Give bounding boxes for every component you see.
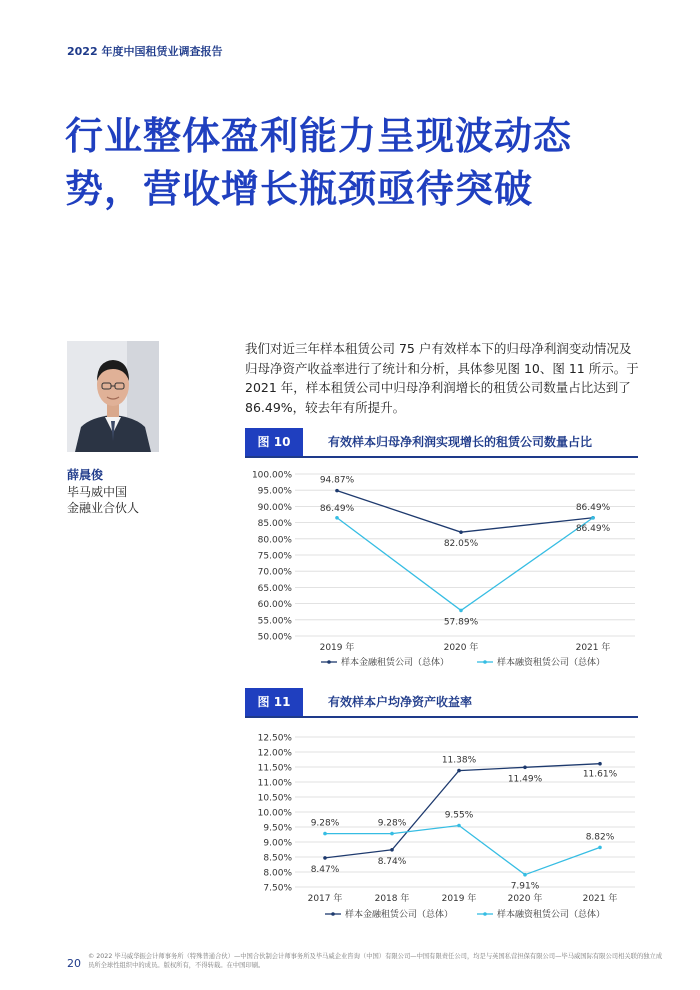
x-tick-label: 2017 年 <box>307 894 343 904</box>
data-label: 82.05% <box>443 539 479 550</box>
y-tick-label: 7.50% <box>263 883 292 894</box>
figure-10-chart <box>245 462 640 672</box>
y-tick-label: 12.00% <box>257 748 292 759</box>
figure-11-title: 有效样本户均净资产收益率 <box>328 695 473 709</box>
legend-marker <box>331 912 335 916</box>
y-tick-label: 10.50% <box>257 793 292 804</box>
y-tick-label: 90.00% <box>257 502 292 513</box>
data-point <box>323 856 327 860</box>
legend-marker <box>483 912 487 916</box>
data-label: 86.49% <box>575 502 611 513</box>
data-point <box>598 846 602 850</box>
x-tick-label: 2020 年 <box>443 643 479 653</box>
figure-10-title: 有效样本归母净利润实现增长的租赁公司数量占比 <box>328 435 593 449</box>
legend-marker <box>483 660 487 664</box>
copyright-notice: © 2022 毕马威华振会计师事务所（特殊普通合伙）—中国合伙制会计师事务所及毕马威企业咨询（中国）有限公司—中国有限责任公司，均是与英国私营担保有限公司—毕马威国际有限公司相关联的独立成员所全球性组织中的成员。版权所有，不得转载。在中国印刷。 <box>88 953 663 969</box>
x-tick-label: 2021 年 <box>582 894 618 904</box>
data-label: 57.89% <box>443 617 479 628</box>
data-label: 86.49% <box>319 503 355 514</box>
data-point <box>335 516 339 520</box>
y-tick-label: 9.50% <box>263 823 292 834</box>
data-point <box>523 873 527 877</box>
figure-11-chart <box>245 725 640 925</box>
legend-label: 样本金融租赁公司（总体） <box>345 910 454 920</box>
y-tick-label: 55.00% <box>257 616 292 627</box>
y-tick-label: 12.50% <box>257 733 292 744</box>
x-tick-label: 2019 年 <box>441 894 477 904</box>
data-label: 9.55% <box>444 810 474 821</box>
y-tick-label: 75.00% <box>257 551 292 562</box>
data-label: 86.49% <box>575 523 611 534</box>
figure-10-header <box>245 428 638 458</box>
data-label: 11.38% <box>441 755 477 766</box>
data-label: 8.47% <box>310 864 340 875</box>
data-label: 9.28% <box>377 818 407 829</box>
data-label: 11.49% <box>507 774 543 785</box>
x-tick-label: 2021 年 <box>575 643 611 653</box>
y-tick-label: 80.00% <box>257 535 292 546</box>
data-label: 11.61% <box>582 769 618 780</box>
page-number: 20 <box>67 957 81 970</box>
x-tick-label: 2019 年 <box>319 643 355 653</box>
page-title <box>65 110 665 216</box>
author-name: 薛晨俊 <box>67 468 104 482</box>
y-tick-label: 100.00% <box>251 470 292 481</box>
series-line <box>337 491 593 533</box>
data-point <box>323 832 327 836</box>
y-tick-label: 11.00% <box>257 778 292 789</box>
data-label: 9.28% <box>310 818 340 829</box>
data-point <box>459 609 463 613</box>
y-tick-label: 50.00% <box>257 632 292 643</box>
series-line <box>325 826 600 875</box>
data-point <box>457 824 461 828</box>
data-point <box>523 766 527 770</box>
author-photo <box>67 341 159 452</box>
y-tick-label: 85.00% <box>257 519 292 530</box>
data-label: 8.74% <box>377 856 407 867</box>
y-tick-label: 9.00% <box>263 838 292 849</box>
data-label: 8.82% <box>585 832 615 843</box>
x-tick-label: 2020 年 <box>507 894 543 904</box>
title-line-1: 行业整体盈利能力呈现波动态 <box>65 114 573 158</box>
data-point <box>591 516 595 520</box>
title-line-2: 势，营收增长瓶颈亟待突破 <box>65 167 534 211</box>
author-role: 金融业合伙人 <box>67 501 140 515</box>
figure-10-tag: 图 10 <box>245 428 303 456</box>
report-header: 2022 年度中国租赁业调查报告 <box>67 45 223 58</box>
y-tick-label: 8.50% <box>263 853 292 864</box>
legend-label: 样本融资租赁公司（总体） <box>497 910 606 920</box>
y-tick-label: 70.00% <box>257 567 292 578</box>
y-tick-label: 60.00% <box>257 600 292 611</box>
data-label: 94.87% <box>319 475 355 486</box>
data-point <box>335 489 339 493</box>
data-point <box>457 769 461 773</box>
data-point <box>390 848 394 852</box>
intro-paragraph: 我们对近三年样本租赁公司 75 户有效样本下的归母净利润变动情况及归母净资产收益率进行了统计和分析，具体参见图 10、图 11 所示。于 2021 年，样本租赁公司中归母净利润增长的租赁公司数量占比达到了 86.49%，较去年有所提升。 <box>245 341 639 415</box>
y-tick-label: 11.50% <box>257 763 292 774</box>
legend-label: 样本金融租赁公司（总体） <box>341 658 450 668</box>
legend-marker <box>327 660 331 664</box>
y-tick-label: 65.00% <box>257 583 292 594</box>
y-tick-label: 8.00% <box>263 868 292 879</box>
figure-11-header <box>245 688 638 718</box>
author-org: 毕马威中国 <box>67 485 128 499</box>
y-tick-label: 95.00% <box>257 486 292 497</box>
y-tick-label: 10.00% <box>257 808 292 819</box>
data-point <box>459 530 463 534</box>
figure-11-tag: 图 11 <box>245 688 303 716</box>
data-point <box>390 832 394 836</box>
legend-label: 样本融资租赁公司（总体） <box>497 658 606 668</box>
data-point <box>598 762 602 766</box>
x-tick-label: 2018 年 <box>374 894 410 904</box>
data-label: 7.91% <box>510 881 540 892</box>
